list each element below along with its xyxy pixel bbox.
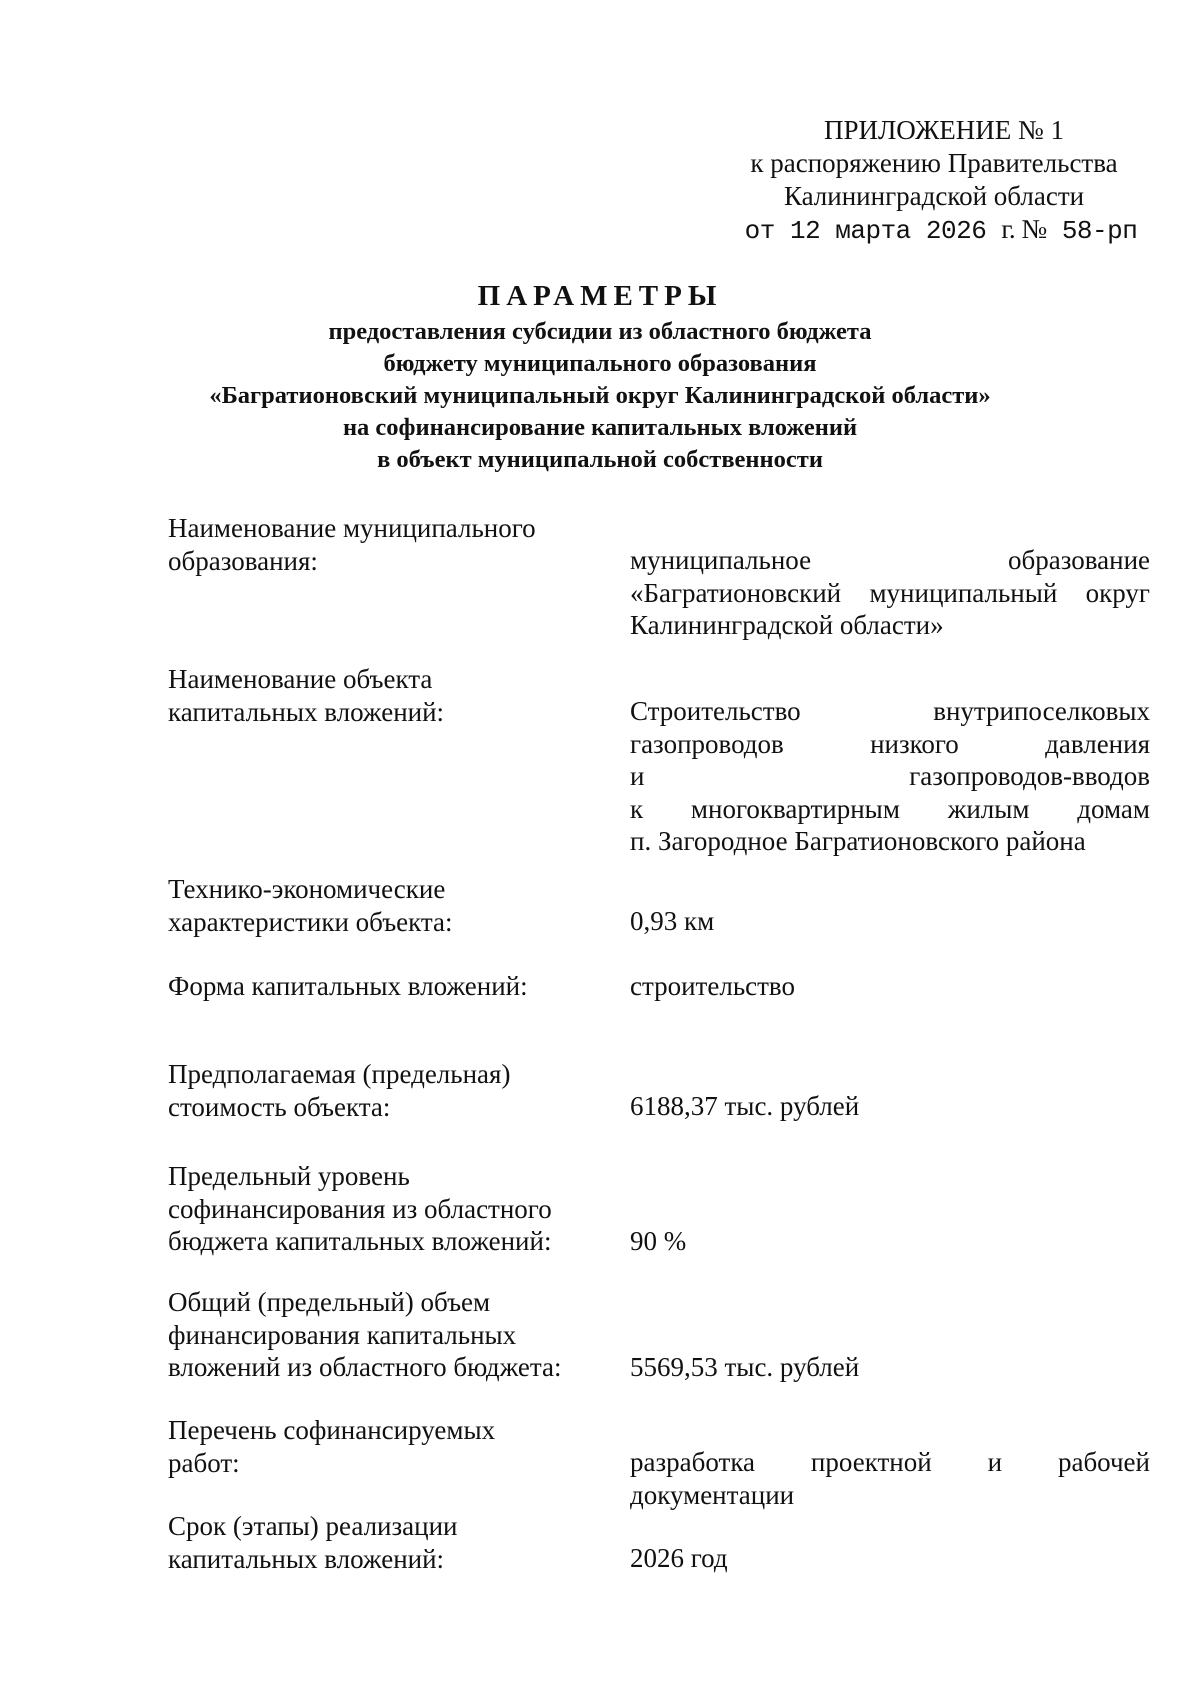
- document-title: [0, 278, 1200, 476]
- param-value: 2026 год: [630, 1543, 728, 1573]
- param-value: 6188,37 тыс. рублей: [630, 1091, 860, 1121]
- param-label: Перечень софинансируемых работ:: [168, 1415, 496, 1478]
- param-label: Предполагаемая (предельная) стоимость объекта:: [168, 1059, 511, 1122]
- title-line: на софинансирование капитальных вложений: [342, 414, 858, 441]
- appendix-number: ПРИЛОЖЕНИЕ № 1: [823, 115, 1065, 145]
- param-value: 5569,53 тыс. рублей: [630, 1352, 860, 1382]
- param-value: разработка проектной и рабочей документации: [630, 1447, 1150, 1510]
- title-heading: ПАРАМЕТРЫ: [477, 280, 723, 312]
- appendix-number-prefix: г. №: [1001, 214, 1047, 244]
- param-value: строительство: [630, 971, 795, 1001]
- title-line: предоставления субсидии из областного бюджета: [328, 318, 872, 345]
- title-line: в объект муниципальной собственности: [377, 446, 823, 473]
- param-label: Общий (предельный) объем финансирования капитальных вложений из областного бюджета:: [168, 1287, 562, 1382]
- appendix-region: Калининградской области: [783, 181, 1085, 211]
- param-value: Строительство внутрипоселковых газопроводов низкого давления и газопроводов-вводов к многоквартирным жилым домам п. Загородное Багратионовского района: [630, 696, 1150, 856]
- param-label: Предельный уровень софинансирования из областного бюджета капитальных вложений:: [168, 1161, 552, 1256]
- appendix-date: от 12 марта 2026: [744, 216, 987, 246]
- appendix-order-ref: к распоряжению Правительства: [750, 148, 1118, 178]
- title-line: бюджету муниципального образования: [383, 350, 817, 377]
- param-value: 90 %: [630, 1226, 687, 1256]
- param-value: муниципальное образование «Багратионовский муниципальный округ Калининградской области»: [630, 545, 1150, 640]
- param-label: Наименование объекта капитальных вложений:: [168, 664, 445, 727]
- param-label: Форма капитальных вложений:: [168, 971, 528, 1001]
- param-label: Технико-экономические характеристики объекта:: [168, 874, 453, 937]
- title-line: «Багратионовский муниципальный округ Калининградской области»: [209, 382, 991, 409]
- param-label: Наименование муниципального образования:: [168, 513, 536, 576]
- appendix-header: [724, 114, 1144, 248]
- appendix-order-number: 58-рп: [1061, 216, 1138, 246]
- param-value: 0,93 км: [630, 906, 715, 936]
- param-label: Срок (этапы) реализации капитальных вложений:: [168, 1511, 458, 1574]
- appendix-date-line: [724, 213, 1144, 248]
